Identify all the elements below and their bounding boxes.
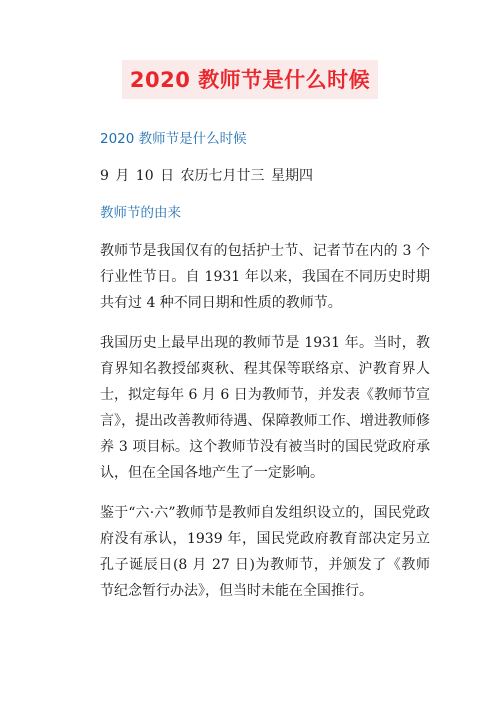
subheading-origin: 教师节的由来: [100, 205, 181, 221]
page-title: 2020 教师节是什么时候: [122, 60, 378, 99]
paragraph-3: 鉴于“六·六”教师节是教师自发组织设立的，国民党政府没有承认，1939 年，国民党政府教育部决定另立孔子诞辰日(8 月 27 日)为教师节，并颁发了《教师节纪念暂行办法》，但当时未能在全国推行。: [100, 505, 430, 599]
paragraph-1: 教师节是我国仅有的包括护士节、记者节在内的 3 个行业性节日。自 1931 年以来，我国在不同历史时期共有过 4 种不同日期和性质的教师节。: [100, 243, 430, 311]
subheading-date: 2020 教师节是什么时候: [100, 131, 247, 147]
paragraph-2: 我国历史上最早出现的教师节是 1931 年。当时，教育界知名教授邰爽秋、程其保等联络京、沪教育界人士，拟定每年 6 月 6 日为教师节，并发表《教师节宣言》，提出改善教师待遇、保障教师工作、增进教师修养 3 项目标。这个教师节没有被当时的国民党政府承认，但在全国各地产生了一定影响。: [100, 335, 430, 481]
title-area: [0, 60, 500, 99]
date-line: 9 月 10 日 农历七月廿三 星期四: [100, 168, 313, 184]
document-body: [100, 126, 430, 604]
